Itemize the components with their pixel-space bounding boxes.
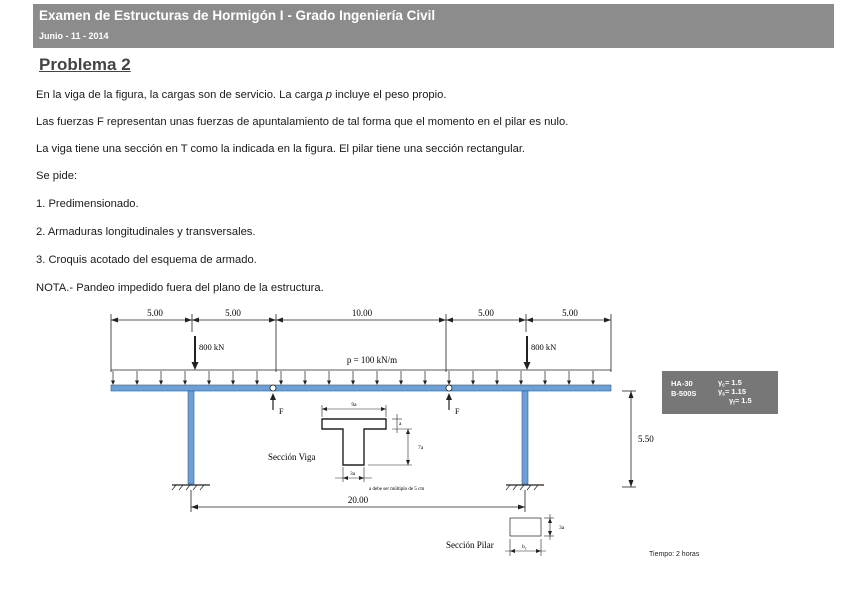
span-label: 5.00 <box>147 308 163 318</box>
force-f-right <box>446 393 452 410</box>
statement-paragraph-3: La viga tiene una sección en T como la indicada en la figura. El pilar tiene una sección rectangular. <box>36 143 526 155</box>
point-load-left-label: 800 kN <box>199 342 225 352</box>
web-width-label: 3a <box>350 471 356 477</box>
force-f-left <box>270 393 276 410</box>
exam-time: Tiempo: 2 horas <box>649 551 700 558</box>
length-label: 20.00 <box>347 495 369 505</box>
task-3: 3. Croquis acotado del esquema de armado. <box>36 254 257 266</box>
load-arrow-head <box>399 381 403 386</box>
statement-text: incluye el peso propio. <box>332 89 447 101</box>
point-load-right <box>524 336 531 370</box>
load-arrow-head <box>591 381 595 386</box>
column-section-label: Sección Pilar <box>446 540 494 550</box>
t-beam-section <box>322 419 386 465</box>
span-label: 10.00 <box>351 308 373 318</box>
pillar-width-label <box>522 544 527 551</box>
load-arrow-head <box>159 381 163 386</box>
pillar-width-b: b <box>522 544 525 550</box>
load-arrow-head <box>231 381 235 386</box>
point-load-right-label: 800 kN <box>531 342 557 352</box>
hinge-left <box>270 385 276 391</box>
web-height-label: 7a <box>418 445 424 451</box>
load-arrow-head <box>183 381 187 386</box>
statement-paragraph-2: Las fuerzas F representan unas fuerzas de apuntalamiento de tal forma que el momento en el pilar es nulo. <box>36 116 569 128</box>
load-arrow-head <box>567 381 571 386</box>
load-arrow-head <box>543 381 547 386</box>
load-arrow-head <box>375 381 379 386</box>
column-left <box>188 391 194 484</box>
task-2: 2. Armaduras longitudinales y transversales. <box>36 226 256 238</box>
load-variable: p <box>325 89 333 101</box>
force-f-left-label: F <box>279 407 284 416</box>
span-label: 5.00 <box>478 308 494 318</box>
load-arrow-head <box>351 381 355 386</box>
load-arrow-head <box>495 381 499 386</box>
steel-grade: B-500S <box>671 389 697 398</box>
load-arrow-head <box>207 381 211 386</box>
flange-width-label: 9a <box>351 402 357 408</box>
load-arrow-head <box>255 381 259 386</box>
flange-thickness-label: a <box>399 421 402 427</box>
hinge-right <box>446 385 452 391</box>
task-1: 1. Predimensionado. <box>36 198 139 210</box>
column-right <box>522 391 528 484</box>
problem-title: Problema 2 <box>39 55 131 74</box>
load-arrow-head <box>111 381 115 386</box>
load-arrow-head <box>327 381 331 386</box>
span-label: 5.00 <box>225 308 241 318</box>
pillar-depth-label: 3a <box>559 525 565 531</box>
distributed-load-label: p = 100 kN/m <box>346 355 398 365</box>
load-arrow-head <box>135 381 139 386</box>
span-label: 5.00 <box>562 308 578 318</box>
height-label: 5.50 <box>638 434 654 444</box>
a-multiple-note: a debe ser múltiplo de 5 cm <box>369 487 425 492</box>
load-arrow-head <box>279 381 283 386</box>
fixed-support-right <box>506 485 544 490</box>
beam <box>111 385 611 391</box>
load-arrow-head <box>303 381 307 386</box>
force-f-right-label: F <box>455 407 460 416</box>
load-arrow-head <box>447 381 451 386</box>
gamma-c-value: = 1.5 <box>724 378 742 387</box>
exam-date: Junio - 11 - 2014 <box>39 31 109 41</box>
fixed-support-left <box>172 485 210 490</box>
load-arrow-head <box>423 381 427 386</box>
point-load-left <box>192 336 199 370</box>
statement-text: En la viga de la figura, la cargas son de servicio. La carga <box>36 89 326 101</box>
gamma-f: $\gamma_f= 1.5$ <box>729 396 752 407</box>
gamma-s: $\gamma_s= 1.15$ <box>718 387 747 398</box>
distributed-load <box>111 370 611 385</box>
t-section-dimensions <box>322 405 412 482</box>
statement-paragraph-4: Se pide: <box>36 170 78 182</box>
concrete-grade: HA-30 <box>671 379 693 388</box>
load-arrow-head <box>471 381 475 386</box>
gamma-f-value: = 1.5 <box>734 396 752 405</box>
gamma-c: $\gamma_c= 1.5$ <box>718 378 742 389</box>
load-arrow-head <box>519 381 523 386</box>
beam-section-label: Sección Viga <box>268 452 316 462</box>
note: NOTA.- Pandeo impedido fuera del plano de la estructura. <box>36 282 324 294</box>
height-dimension <box>622 391 636 487</box>
pillar-width-sub: c <box>524 545 527 551</box>
gamma-s-value: = 1.15 <box>724 387 747 396</box>
exam-title: Examen de Estructuras de Hormigón I - Grado Ingeniería Civil <box>39 8 436 23</box>
pillar-section <box>510 518 541 536</box>
